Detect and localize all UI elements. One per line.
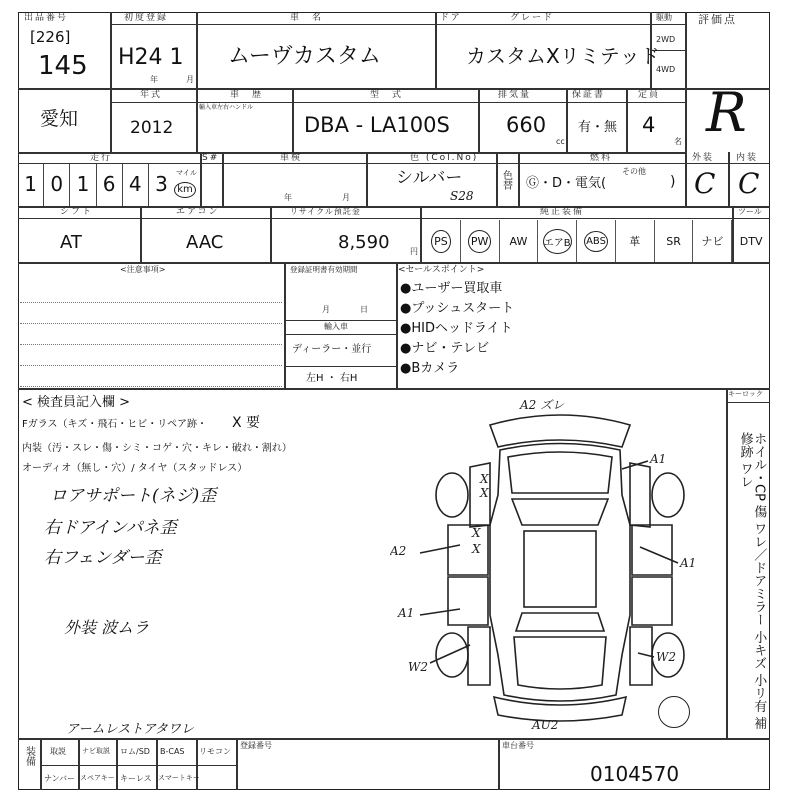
car-name: ムーヴカスタム bbox=[228, 44, 381, 69]
row3-div3 bbox=[366, 152, 368, 206]
first-reg-unit-year: 年 bbox=[150, 75, 158, 84]
roof bbox=[524, 531, 596, 607]
keylock-label: キーロック bbox=[728, 390, 763, 398]
recycle: 8,590 bbox=[338, 232, 390, 253]
footer-equip-label: 装備 bbox=[23, 746, 35, 766]
region: 愛知 bbox=[40, 108, 79, 130]
caution-lines bbox=[20, 282, 282, 387]
color-code: S28 bbox=[450, 189, 474, 203]
row4-div2 bbox=[270, 206, 272, 262]
fuel-label: 燃料 bbox=[590, 153, 613, 163]
chassis-number: 0104570 bbox=[590, 762, 680, 786]
footer-item: スペアキー bbox=[80, 774, 115, 782]
interior-label: 内装 bbox=[736, 153, 759, 163]
displacement-unit: cc bbox=[556, 137, 565, 146]
row4-bottom bbox=[18, 262, 770, 264]
row3-div2 bbox=[222, 152, 224, 206]
mileage-digit: 1 bbox=[18, 164, 44, 206]
grade-label: グレード bbox=[510, 13, 555, 23]
notes-div1 bbox=[284, 262, 286, 388]
first-reg-label: 初度登録 bbox=[124, 13, 169, 23]
score-label: 評価点 bbox=[698, 13, 737, 26]
fuel-close: ) bbox=[670, 174, 676, 190]
diag-label: AU2 bbox=[532, 718, 559, 732]
sales-point: ●ナビ・テレビ bbox=[400, 341, 490, 356]
equip-aw: AW bbox=[500, 220, 539, 262]
model-code: DBA - LA100S bbox=[304, 113, 450, 137]
notes-mid1 bbox=[284, 320, 396, 321]
left-quarter bbox=[468, 627, 490, 685]
row3-div7 bbox=[728, 152, 730, 206]
seats: 4 bbox=[642, 113, 656, 137]
recycle-label: リサイクル預託金 bbox=[290, 207, 361, 216]
first-reg-value: H24 1 bbox=[118, 45, 184, 70]
equip-sr: SR bbox=[655, 220, 694, 262]
footer-div6 bbox=[498, 738, 500, 790]
notes-div2 bbox=[396, 262, 398, 388]
footer-div1 bbox=[78, 738, 80, 790]
drive-4wd: 4WD bbox=[656, 65, 676, 74]
leader-a1-left bbox=[420, 609, 460, 615]
diag-label: W2 bbox=[656, 650, 676, 664]
footer-item: リモコン bbox=[199, 747, 231, 756]
sales-points bbox=[400, 282, 514, 382]
diag-label: X bbox=[480, 486, 489, 500]
shift: AT bbox=[60, 232, 82, 253]
handwritten-note-2: 右ドアインパネ歪 bbox=[44, 518, 177, 538]
reg-number-label: 登録番号 bbox=[240, 741, 272, 750]
warranty-value: 有・無 bbox=[578, 120, 618, 135]
sales-point: ●プッシュスタート bbox=[400, 301, 515, 316]
side-vertical-notes: ホイル・CP 傷 ワレ／ドアミラー 小キズ 小リ有 補修跡 ワレ bbox=[737, 432, 767, 730]
row2-div6 bbox=[626, 88, 628, 152]
mileage-digit: 0 bbox=[44, 164, 70, 206]
score: R bbox=[706, 81, 747, 144]
history-sub: 輸入車左右ハンドル bbox=[199, 104, 254, 111]
tool-label: ツール bbox=[738, 207, 762, 216]
diag-label: A1 bbox=[650, 452, 667, 466]
footer-item: B-CAS bbox=[160, 747, 185, 756]
mileage-digit: 1 bbox=[70, 164, 96, 206]
diag-label: X bbox=[472, 542, 481, 556]
wheel-fl bbox=[436, 473, 468, 517]
equip-leather: 革 bbox=[616, 220, 655, 262]
footer-div2 bbox=[116, 738, 118, 790]
footer-item: 取説 bbox=[50, 747, 66, 756]
row2-div1 bbox=[110, 88, 112, 152]
sales-point: ●ユーザー買取車 bbox=[400, 281, 503, 296]
warranty-label: 保証書 bbox=[572, 90, 606, 100]
rear-window bbox=[516, 613, 604, 631]
equip-pw: PW bbox=[461, 220, 500, 262]
interior-line: 内装（汚・スレ・傷・シミ・コゲ・穴・キレ・破れ・割れ） bbox=[22, 443, 292, 454]
audio-line: オーディオ（無し・穴）/ タイヤ（スタッドレス） bbox=[22, 463, 248, 474]
footer-top bbox=[18, 738, 770, 740]
leader-a1-front bbox=[622, 461, 648, 469]
term-day: 日 bbox=[360, 305, 368, 314]
row4-div1 bbox=[140, 206, 142, 262]
row2-div5 bbox=[566, 88, 568, 152]
lot-label: 出品番号 bbox=[24, 13, 69, 23]
car-name-label: 車 名 bbox=[290, 13, 324, 23]
diag-label: A1 bbox=[398, 606, 415, 620]
lot-prefix: [226] bbox=[30, 28, 71, 46]
equipment-list bbox=[422, 220, 770, 262]
equip-dtv: DTV bbox=[739, 234, 763, 248]
wheel-rl bbox=[436, 633, 468, 677]
equip-ps: PS bbox=[422, 220, 461, 262]
diag-label: X bbox=[480, 472, 489, 486]
row1-label-line bbox=[110, 24, 685, 25]
diag-label: A2 ズレ bbox=[520, 398, 565, 412]
notes-mid3 bbox=[284, 366, 396, 367]
diag-label: A2 bbox=[390, 544, 407, 558]
inspection-month: 月 bbox=[342, 193, 350, 202]
row1-div5 bbox=[685, 12, 687, 152]
row3-div6 bbox=[685, 152, 687, 206]
footer-item: ロム/SD bbox=[120, 747, 150, 756]
keylock-line bbox=[726, 402, 770, 403]
model-label: 型 式 bbox=[370, 90, 404, 100]
row2-div3 bbox=[292, 88, 294, 152]
car-diagram bbox=[390, 395, 720, 735]
handle-side: 左H ・ 右H bbox=[306, 373, 358, 384]
leader-a2-left bbox=[420, 545, 460, 553]
import-label: 輸入車 bbox=[324, 322, 348, 331]
right-fender bbox=[630, 463, 650, 527]
equip-abs: ABS bbox=[577, 220, 616, 262]
fuel-options: Ⓖ・D・電気( bbox=[526, 176, 607, 191]
seats-label: 定員 bbox=[638, 90, 661, 100]
sales-point: ●HIDヘッドライト bbox=[400, 321, 513, 336]
row4-label-line bbox=[18, 218, 770, 219]
handwritten-note-3: 右フェンダー歪 bbox=[44, 548, 162, 568]
year-label: 年式 bbox=[140, 90, 163, 100]
footer-div0 bbox=[40, 738, 42, 790]
s-label: S# bbox=[202, 153, 220, 163]
row3-div5 bbox=[518, 152, 520, 206]
recycle-unit: 円 bbox=[410, 247, 418, 256]
aircon-label: エアコン bbox=[176, 207, 220, 217]
row2-bottom bbox=[18, 152, 685, 154]
color-label: 色 (Col.No) bbox=[410, 153, 479, 163]
glass-line: Fガラス（キズ・飛石・ヒビ・リペア跡・ bbox=[22, 419, 208, 430]
right-rear-door bbox=[632, 577, 672, 625]
term-label: 登録証明書有効期間 bbox=[290, 265, 358, 274]
right-front-door bbox=[632, 525, 672, 575]
diag-label: W2 bbox=[408, 660, 428, 674]
drive-2wd: 2WD bbox=[656, 35, 676, 44]
sales-label: <セールスポイント> bbox=[398, 265, 485, 275]
footer-div5 bbox=[236, 738, 238, 790]
first-reg-unit-month: 月 bbox=[186, 75, 194, 84]
notes-bottom bbox=[18, 388, 770, 390]
footer-mid bbox=[40, 765, 236, 766]
keylock-div bbox=[726, 388, 728, 738]
chassis-label: 車台番号 bbox=[502, 741, 534, 750]
rear-hatch bbox=[514, 637, 606, 689]
mileage-unit-km: km bbox=[174, 182, 196, 198]
left-front-door bbox=[448, 525, 488, 575]
row2-div2 bbox=[196, 88, 198, 152]
hood bbox=[508, 452, 612, 493]
diag-label: A1 bbox=[680, 556, 697, 570]
equip-airbag: エアB bbox=[538, 220, 577, 262]
wheel-fr bbox=[652, 473, 684, 517]
model-year: 2012 bbox=[130, 118, 174, 138]
left-rear-door bbox=[448, 577, 488, 625]
dealer-parallel: ディーラー・並行 bbox=[292, 344, 372, 355]
handwritten-note-1: ロアサポート(ネジ)歪 bbox=[50, 486, 217, 506]
lot-number: 145 bbox=[38, 51, 88, 81]
shift-label: シフト bbox=[60, 207, 94, 217]
notes-mid2 bbox=[284, 334, 396, 335]
marker-circle bbox=[658, 696, 690, 728]
color: シルバー bbox=[396, 168, 463, 188]
inspection-label: 車検 bbox=[280, 153, 303, 163]
row2-div4 bbox=[478, 88, 480, 152]
mileage-digit: 3 bbox=[155, 172, 168, 196]
drive-label: 駆動 bbox=[656, 13, 672, 22]
equip-navi: ナビ bbox=[693, 220, 732, 262]
grade: カスタムXリミテッド bbox=[466, 44, 660, 68]
term-month: 月 bbox=[322, 305, 330, 314]
footer-item: ナンバー bbox=[44, 774, 76, 783]
bottom-note: アームレストアタワレ bbox=[66, 722, 194, 737]
equip-label: 純正装備 bbox=[540, 207, 585, 217]
exterior: C bbox=[694, 167, 716, 200]
aircon: AAC bbox=[186, 232, 224, 253]
footer-item: ナビ取説 bbox=[82, 747, 110, 755]
displacement: 660 bbox=[506, 113, 547, 137]
history-label: 車 歴 bbox=[230, 90, 264, 100]
door-label: ドア bbox=[440, 13, 462, 23]
mileage-digit: 4 bbox=[123, 164, 149, 206]
row3-div4 bbox=[496, 152, 498, 206]
fuel-other: その他 bbox=[622, 167, 646, 176]
mileage-label: 走行 bbox=[90, 153, 113, 163]
footer-div3 bbox=[156, 738, 158, 790]
mileage-digit: 6 bbox=[97, 164, 123, 206]
mileage-digits bbox=[18, 164, 174, 206]
windshield bbox=[512, 499, 608, 525]
glass-mark: X 要 bbox=[232, 415, 261, 431]
row3-bottom bbox=[18, 206, 770, 208]
color-change-label: 色替 bbox=[500, 170, 512, 190]
inspector-title: < 検査員記入欄 > bbox=[22, 395, 131, 410]
inspection-year: 年 bbox=[284, 193, 292, 202]
footer-item: キーレス bbox=[120, 774, 152, 783]
handwritten-note-4: 外装 波ムラ bbox=[64, 618, 150, 637]
interior: C bbox=[738, 167, 760, 200]
mileage-unit-mile: マイル bbox=[176, 169, 197, 177]
diag-label: X bbox=[472, 526, 481, 540]
footer-div4 bbox=[196, 738, 198, 790]
row2-label-line bbox=[110, 102, 685, 103]
sales-point: ●Bカメラ bbox=[400, 361, 460, 376]
caution-label: <注意事項> bbox=[120, 265, 166, 274]
displacement-label: 排気量 bbox=[498, 90, 532, 100]
exterior-label: 外装 bbox=[692, 153, 715, 163]
front-bumper bbox=[490, 415, 630, 447]
footer-item: スマートキー bbox=[158, 774, 200, 782]
seats-unit: 名 bbox=[674, 137, 682, 146]
